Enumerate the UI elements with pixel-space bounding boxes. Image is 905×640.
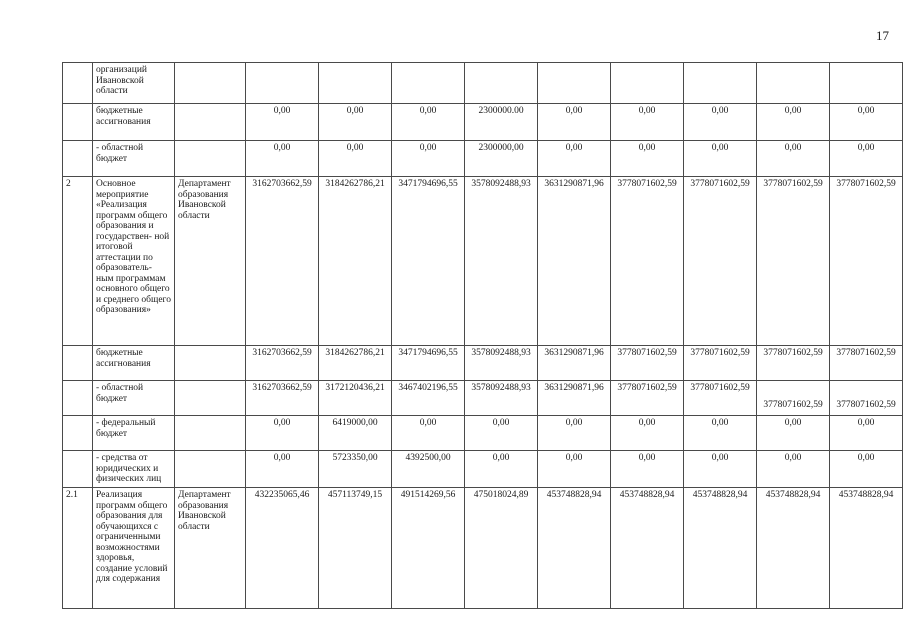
value-cell: 3778071602,59 — [611, 346, 684, 381]
value-cell: 3778071602,59 — [757, 346, 830, 381]
executor-cell: Департамент образования Ивановской области — [175, 488, 246, 609]
row-number-cell: 2 — [63, 177, 93, 346]
executor-cell — [175, 346, 246, 381]
measure-name-cell: бюджетные ассигнования — [93, 346, 175, 381]
value-cell: 0,00 — [757, 141, 830, 177]
row-number-cell — [63, 451, 93, 488]
executor-cell: Департамент образования Ивановской области — [175, 177, 246, 346]
value-cell: 0,00 — [246, 451, 319, 488]
value-cell: 0,00 — [465, 416, 538, 451]
value-cell: 0,00 — [246, 141, 319, 177]
value-cell: 3162703662,59 — [246, 381, 319, 416]
value-cell: 432235065,46 — [246, 488, 319, 609]
value-cell: 0,00 — [830, 416, 903, 451]
table-row — [63, 141, 903, 177]
value-cell: 2300000.00 — [465, 104, 538, 141]
value-cell: 3471794696,55 — [392, 177, 465, 346]
value-cell: 0,00 — [319, 104, 392, 141]
value-cell: 2300000,00 — [465, 141, 538, 177]
value-cell — [392, 63, 465, 104]
table-row — [63, 177, 903, 346]
measure-name-cell: организаций Ивановской области — [93, 63, 175, 104]
value-cell: 0,00 — [246, 104, 319, 141]
table-row — [63, 488, 903, 609]
value-cell — [611, 63, 684, 104]
value-cell: 3778071602,59 — [830, 381, 903, 416]
value-cell: 3631290871,96 — [538, 346, 611, 381]
table-row — [63, 451, 903, 488]
value-cell: 0,00 — [684, 451, 757, 488]
value-cell — [757, 63, 830, 104]
row-number-cell — [63, 63, 93, 104]
value-cell: 3578092488,93 — [465, 177, 538, 346]
row-number-cell: 2.1 — [63, 488, 93, 609]
value-cell: 0,00 — [246, 416, 319, 451]
value-cell: 0,00 — [392, 141, 465, 177]
value-cell: 491514269,56 — [392, 488, 465, 609]
executor-cell — [175, 141, 246, 177]
value-cell: 3778071602,59 — [684, 346, 757, 381]
measure-name-cell: - областной бюджет — [93, 381, 175, 416]
value-cell: 0,00 — [757, 416, 830, 451]
value-cell: 0,00 — [319, 141, 392, 177]
value-cell: 0,00 — [538, 104, 611, 141]
measure-name-cell: Основное мероприятие «Реализация программ общего образования и государствен- ной итоговой аттестации по образователь- ным программам основного общего и среднего общего образования» — [93, 177, 175, 346]
value-cell: 3778071602,59 — [684, 177, 757, 346]
executor-cell — [175, 451, 246, 488]
value-cell: 453748828,94 — [611, 488, 684, 609]
value-cell: 0,00 — [538, 451, 611, 488]
value-cell: 3778071602,59 — [830, 346, 903, 381]
page-number: 17 — [876, 28, 889, 43]
value-cell — [319, 63, 392, 104]
value-cell: 3467402196,55 — [392, 381, 465, 416]
value-cell: 0,00 — [392, 104, 465, 141]
value-cell: 453748828,94 — [757, 488, 830, 609]
value-cell: 0,00 — [757, 104, 830, 141]
value-cell: 3778071602,59 — [684, 381, 757, 416]
value-cell: 0,00 — [538, 141, 611, 177]
row-number-cell — [63, 104, 93, 141]
row-number-cell — [63, 381, 93, 416]
budget-table — [62, 62, 903, 609]
value-cell: 3578092488,93 — [465, 381, 538, 416]
value-cell: 0,00 — [830, 104, 903, 141]
value-cell: 0,00 — [684, 104, 757, 141]
value-cell: 0,00 — [830, 141, 903, 177]
row-number-cell — [63, 416, 93, 451]
executor-cell — [175, 416, 246, 451]
value-cell: 3184262786,21 — [319, 346, 392, 381]
value-cell: 0,00 — [538, 416, 611, 451]
value-cell: 3471794696,55 — [392, 346, 465, 381]
value-cell: 453748828,94 — [684, 488, 757, 609]
executor-cell — [175, 63, 246, 104]
value-cell: 0,00 — [611, 416, 684, 451]
value-cell: 453748828,94 — [538, 488, 611, 609]
value-cell: 3631290871,96 — [538, 381, 611, 416]
table-row — [63, 104, 903, 141]
value-cell: 3778071602,59 — [757, 381, 830, 416]
value-cell: 0,00 — [684, 416, 757, 451]
value-cell — [246, 63, 319, 104]
executor-cell — [175, 104, 246, 141]
value-cell: 3778071602,59 — [757, 177, 830, 346]
value-cell: 3631290871,96 — [538, 177, 611, 346]
value-cell: 4392500,00 — [392, 451, 465, 488]
value-cell: 0,00 — [757, 451, 830, 488]
value-cell — [684, 63, 757, 104]
table-row — [63, 416, 903, 451]
value-cell: 475018024,89 — [465, 488, 538, 609]
value-cell: 457113749,15 — [319, 488, 392, 609]
value-cell: 3162703662,59 — [246, 177, 319, 346]
measure-name-cell: - областной бюджет — [93, 141, 175, 177]
row-number-cell — [63, 141, 93, 177]
value-cell: 0,00 — [611, 451, 684, 488]
value-cell: 3184262786,21 — [319, 177, 392, 346]
value-cell: 3778071602,59 — [611, 177, 684, 346]
value-cell — [830, 63, 903, 104]
row-number-cell — [63, 346, 93, 381]
measure-name-cell: Реализация программ общего образования для обучающихся с ограниченными возможностями здоровья, создание условий для содержания — [93, 488, 175, 609]
value-cell: 0,00 — [392, 416, 465, 451]
value-cell: 5723350,00 — [319, 451, 392, 488]
table-row — [63, 381, 903, 416]
value-cell: 3778071602,59 — [830, 177, 903, 346]
value-cell: 453748828,94 — [830, 488, 903, 609]
measure-name-cell: - федеральный бюджет — [93, 416, 175, 451]
value-cell: 3778071602,59 — [611, 381, 684, 416]
value-cell: 0,00 — [611, 104, 684, 141]
value-cell — [465, 63, 538, 104]
value-cell: 0,00 — [611, 141, 684, 177]
value-cell: 6419000,00 — [319, 416, 392, 451]
table-row — [63, 63, 903, 104]
value-cell: 3162703662,59 — [246, 346, 319, 381]
value-cell: 3172120436,21 — [319, 381, 392, 416]
value-cell: 0,00 — [830, 451, 903, 488]
measure-name-cell: - средства от юридических и физических лиц — [93, 451, 175, 488]
measure-name-cell: бюджетные ассигнования — [93, 104, 175, 141]
value-cell: 3578092488,93 — [465, 346, 538, 381]
executor-cell — [175, 381, 246, 416]
value-cell — [538, 63, 611, 104]
table-row — [63, 346, 903, 381]
value-cell: 0,00 — [465, 451, 538, 488]
value-cell: 0,00 — [684, 141, 757, 177]
